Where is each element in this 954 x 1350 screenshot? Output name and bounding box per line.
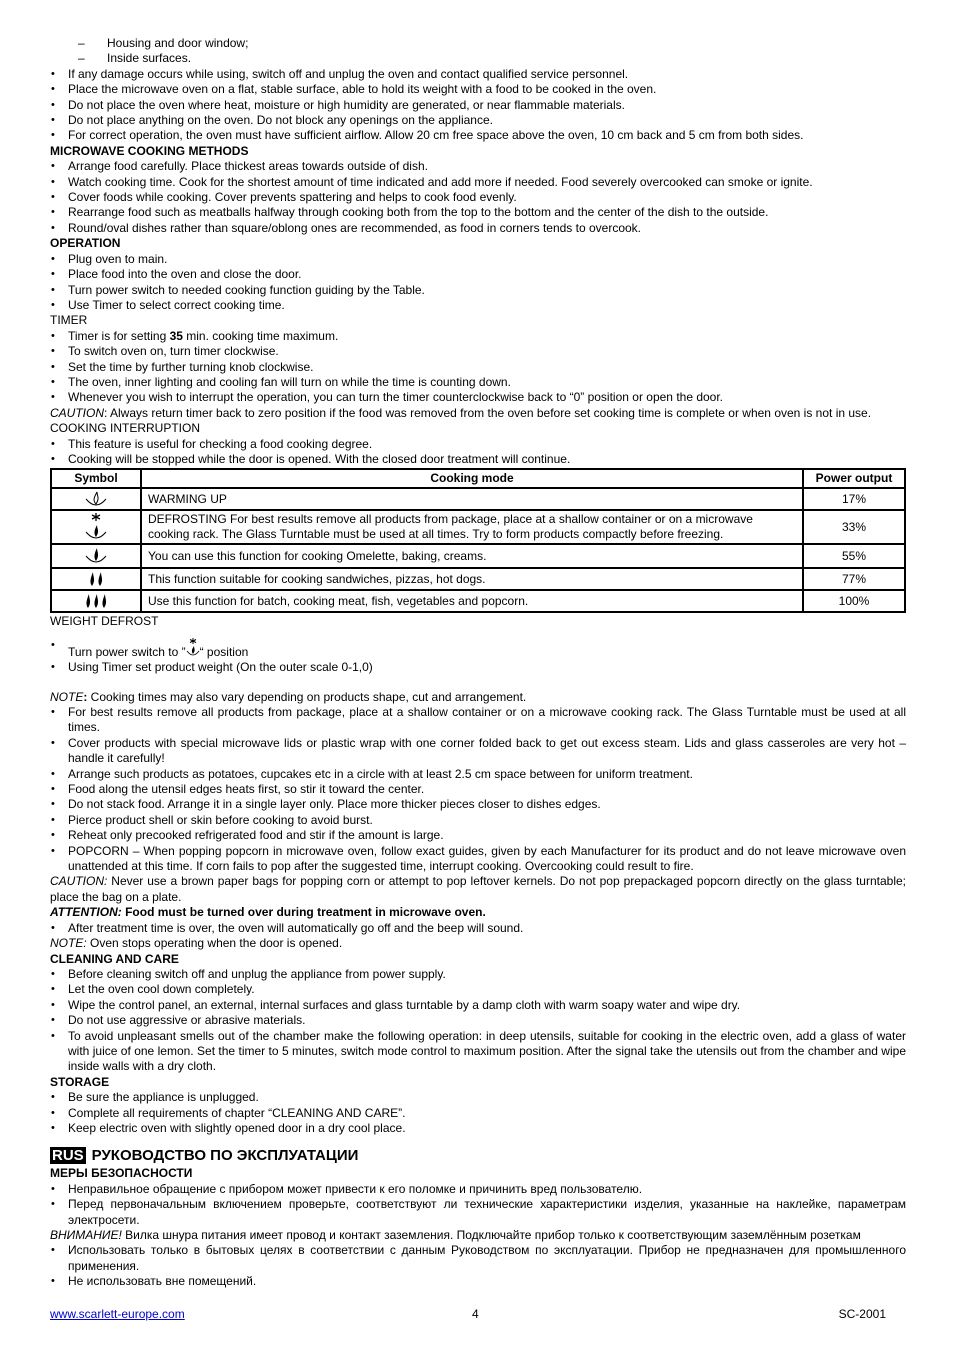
list-item: • POPCORN – When popping popcorn in microwave oven, follow exact guides, given by each Manufacturer for its product and do not leave microwave oven unattended at this time. If corn fails to pop after the suggested time, interrupt cooking. Overcooking could result to fire. (50, 844, 906, 875)
rus-section-title (50, 1146, 906, 1166)
three-flames-icon (82, 594, 110, 608)
list-item: • Do not stack food. Arrange it in a single layer only. Place more thicker pieces closer to dishes edges. (50, 797, 906, 812)
table-row (51, 590, 905, 612)
list-item: • Keep electric oven with slightly opened door in a dry cool place. (50, 1121, 906, 1136)
note-label: NOTE (50, 689, 84, 704)
list-item: • To avoid unpleasant smells out of the chamber make the following operation: in deep utensils, suitable for cooking in the electric oven, add a glass of water with juice of one lemon. Set the timer to 5 minutes, switch mode control to maximum position. After the signal take the utensils out from the chamber and wipe inside walls with a dry cloth. (50, 1029, 906, 1075)
attention-paragraph (50, 905, 906, 920)
list-item: • Before cleaning switch off and unplug the appliance from power supply. (50, 967, 906, 982)
list-item: • Watch cooking time. Cook for the shortest amount of time indicated and add more if needed. Food severely overcooked can smoke or ignite. (50, 175, 906, 190)
list-item: • Do not place the oven where heat, moisture or high humidity are generated, or near flammable materials. (50, 98, 906, 113)
list-item (50, 329, 906, 344)
list-item: • Complete all requirements of chapter “CLEANING AND CARE”. (50, 1106, 906, 1121)
list-item: • To switch oven on, turn timer clockwise. (50, 344, 906, 359)
list-item: • This feature is useful for checking a food cooking degree. (50, 437, 906, 452)
mode-cell: You can use this function for cooking Omelette, baking, creams. (141, 544, 803, 568)
caution-paragraph (50, 874, 906, 905)
weight-defrost-text: Turn power switch to ” (68, 644, 186, 659)
list-item: • Wipe the control panel, an external, internal surfaces and glass turntable by a damp cloth with warm soapy water and wipe dry. (50, 998, 906, 1013)
document-body (50, 36, 906, 1290)
list-item: • Turn power switch to needed cooking function guiding by the Table. (50, 283, 906, 298)
note-text: Cooking times may also vary depending on products shape, cut and arrangement. (87, 689, 527, 704)
list-item: • Do not use aggressive or abrasive materials. (50, 1013, 906, 1028)
list-item: • Food along the utensil edges heats first, so stir it toward the center. (50, 782, 906, 797)
mode-cell: Use this function for batch, cooking meat, fish, vegetables and popcorn. (141, 590, 803, 612)
column-header-symbol: Symbol (51, 469, 141, 488)
dash-item: – Housing and door window; (50, 36, 906, 51)
table-row (51, 488, 905, 510)
caution-label: CAUTION (50, 405, 104, 420)
list-item: • Неправильное обращение с прибором может привести к его поломке и причинить вред пользователю. (50, 1182, 906, 1197)
list-item: • Rearrange food such as meatballs halfway through cooking both from the top to the bottom and the center of the dish to the outside. (50, 205, 906, 220)
list-item (50, 638, 906, 660)
list-item: • Place the microwave oven on a flat, stable surface, able to hold its weight with a food to be cooked in the oven. (50, 82, 906, 97)
column-header-power: Power output (803, 469, 905, 488)
attention-label: ВНИМАНИЕ! (50, 1228, 122, 1242)
language-badge: RUS (52, 1147, 84, 1165)
list-item: • Round/oval dishes rather than square/oblong ones are recommended, as food in corners tends to overcook. (50, 221, 906, 236)
cooking-modes-table (50, 468, 906, 613)
symbol-cell (51, 590, 141, 612)
list-item: • Cover foods while cooking. Cover prevents spattering and helps to cook food evenly. (50, 190, 906, 205)
attention-text: Вилка шнура питания имеет провод и контакт заземления. Подключайте прибор только к соответствующим заземлённым розеткам (121, 1228, 861, 1242)
list-item: • The oven, inner lighting and cooling fan will turn on while the time is counting down. (50, 375, 906, 390)
note-label: NOTE: (50, 936, 87, 951)
list-item: • For best results remove all products from package, place at a shallow container or on a microwave cooking rack. The Glass Turntable must be used at all times. (50, 705, 906, 736)
attention-text: Food must be turned over during treatment in microwave oven. (121, 905, 486, 920)
section-heading-storage: STORAGE (50, 1074, 110, 1089)
section-heading-timer: TIMER (50, 313, 88, 328)
defrost-icon (186, 645, 200, 659)
weight-defrost-text: “ position (199, 644, 249, 659)
list-item: • Arrange food carefully. Place thickest areas towards outside of dish. (50, 159, 906, 174)
attention-label: ATTENTION: (50, 905, 122, 920)
list-item: • Arrange such products as potatoes, cupcakes etc in a circle with at least 2.5 cm space between for uniform treatment. (50, 767, 906, 782)
caution-text: : Always return timer back to zero position if the food was removed from the oven before set cooking time is complete or when oven is not in use. (104, 405, 872, 420)
note-paragraph (50, 936, 906, 951)
note-text: Oven stops operating when the door is opened. (86, 936, 343, 951)
list-item: • Cover products with special microwave lids or plastic wrap with one corner folded back to get out excess steam. Lids and glass casseroles are very hot – handle it carefully! (50, 736, 906, 767)
rus-title-text: РУКОВОДСТВО ПО ЭКСПЛУАТАЦИИ (91, 1147, 359, 1165)
power-cell: 77% (803, 568, 905, 590)
list-item: • Place food into the oven and close the door. (50, 267, 906, 282)
list-item: • Перед первоначальным включением проверьте, соответствуют ли технические характеристики изделия, указанные на наклейке, параметрам электросети. (50, 1197, 906, 1228)
timer-max-value: 35 (169, 328, 183, 343)
timer-text: min. cooking time maximum. (182, 328, 339, 343)
mode-cell: WARMING UP (141, 488, 803, 510)
symbol-cell (51, 568, 141, 590)
table-row (51, 544, 905, 568)
attention-paragraph (50, 1228, 906, 1243)
list-item: • Pierce product shell or skin before cooking to avoid burst. (50, 813, 906, 828)
list-item: • Do not place anything on the oven. Do not block any openings on the appliance. (50, 113, 906, 128)
list-item: • Let the oven cool down completely. (50, 982, 906, 997)
list-item: • Использовать только в бытовых целях в соответствии с данным Руководством по эксплуатации. Прибор не предназначен для промышленного применения. (50, 1243, 906, 1274)
symbol-cell (51, 488, 141, 510)
column-header-mode: Cooking mode (141, 469, 803, 488)
model-number: SC-2001 (838, 1307, 886, 1321)
list-item: • Set the time by further turning knob clockwise. (50, 360, 906, 375)
caution-paragraph (50, 406, 906, 421)
timer-text: Timer is for setting (68, 328, 170, 343)
note-colon: : (83, 689, 88, 704)
list-item: • Using Timer set product weight (On the outer scale 0-1,0) (50, 660, 906, 675)
symbol-cell (51, 510, 141, 544)
two-flames-icon (83, 572, 109, 586)
list-item: • For correct operation, the oven must have sufficient airflow. Allow 20 cm free space above the oven, 10 cm back and 5 cm from both sides. (50, 128, 906, 143)
one-flame-icon (83, 549, 109, 563)
section-heading-cleaning: CLEANING AND CARE (50, 951, 179, 966)
list-item: • Plug oven to main. (50, 252, 906, 267)
website-link[interactable]: www.scarlett-europe.com (50, 1307, 185, 1321)
section-heading-methods: MICROWAVE COOKING METHODS (50, 143, 249, 158)
caution-text: Never use a brown paper bags for popping corn or attempt to pop leftover kernels. Do not pop prepackaged popcorn directly on the glass turntable; place the bag on a plate. (50, 874, 906, 904)
page-number: 4 (472, 1307, 479, 1321)
table-row (51, 568, 905, 590)
section-heading-safety: МЕРЫ БЕЗОПАСНОСТИ (50, 1166, 193, 1181)
power-cell: 55% (803, 544, 905, 568)
note-paragraph (50, 690, 906, 705)
mode-cell: This function suitable for cooking sandwiches, pizzas, hot dogs. (141, 568, 803, 590)
section-heading-interruption: COOKING INTERRUPTION (50, 421, 201, 436)
warming-up-icon (83, 492, 109, 506)
section-heading-weight-defrost: WEIGHT DEFROST (50, 614, 159, 629)
list-item: • Be sure the appliance is unplugged. (50, 1090, 906, 1105)
list-item: • Не использовать вне помещений. (50, 1274, 906, 1289)
dash-item: – Inside surfaces. (50, 51, 906, 66)
power-cell: 33% (803, 510, 905, 544)
page-footer (50, 1307, 886, 1323)
power-cell: 17% (803, 488, 905, 510)
mode-cell: DEFROSTING For best results remove all products from package, place at a shallow container or on a microwave cooking rack. The Glass Turntable must be used at all times. Try to form products compactly before freezing. (141, 510, 803, 544)
list-item: • If any damage occurs while using, switch off and unplug the oven and contact qualified service personnel. (50, 67, 906, 82)
caution-label: CAUTION: (50, 874, 108, 889)
defrost-icon (83, 520, 109, 534)
table-header-row (51, 469, 905, 488)
list-item: • Whenever you wish to interrupt the operation, you can turn the timer counterclockwise back to “0” position or open the door. (50, 390, 906, 405)
list-item: • After treatment time is over, the oven will automatically go off and the beep will sound. (50, 921, 906, 936)
list-item: • Use Timer to select correct cooking time. (50, 298, 906, 313)
symbol-cell (51, 544, 141, 568)
section-heading-operation: OPERATION (50, 236, 121, 251)
power-cell: 100% (803, 590, 905, 612)
list-item: • Reheat only precooked refrigerated food and stir if the amount is large. (50, 828, 906, 843)
list-item: • Cooking will be stopped while the door is opened. With the closed door treatment will continue. (50, 452, 906, 467)
table-row (51, 510, 905, 544)
